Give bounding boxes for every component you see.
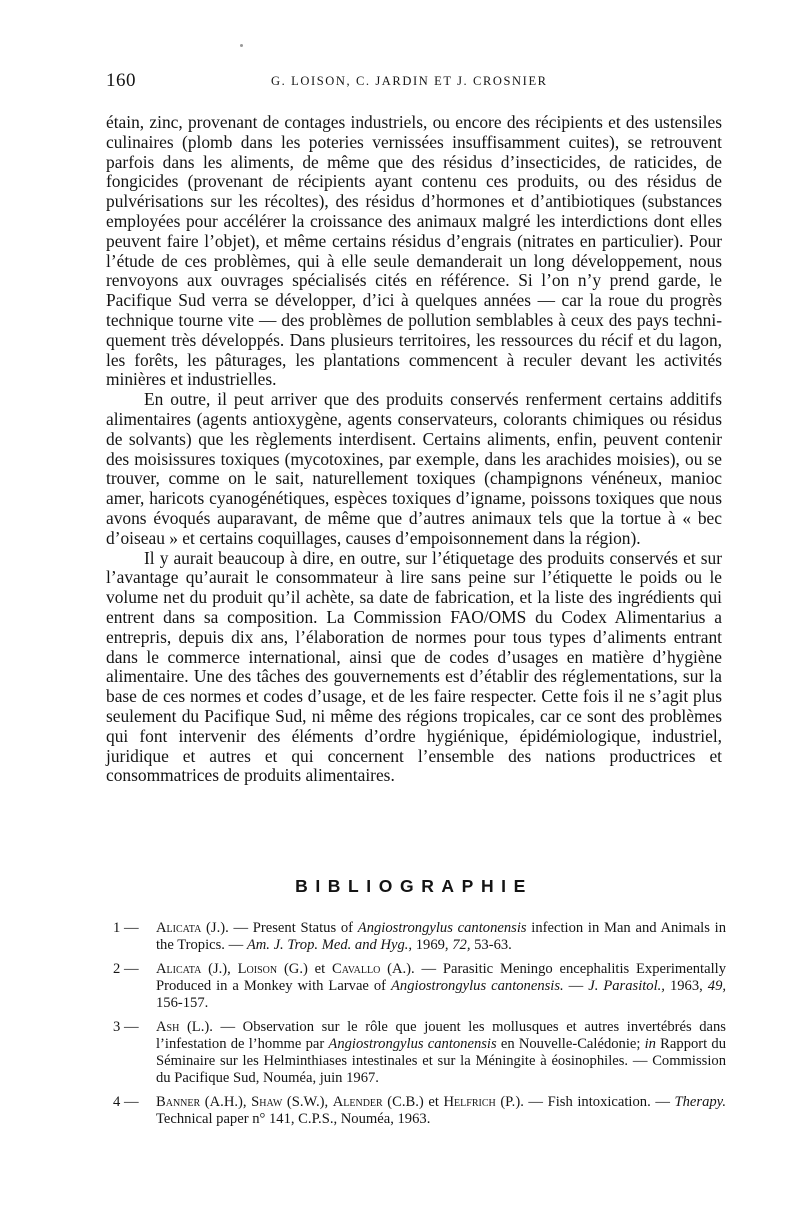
- reference-text: (A.H.),: [200, 1094, 252, 1110]
- reference-item: [106, 1019, 726, 1087]
- author: Alender: [332, 1094, 383, 1110]
- author: Cavallo: [332, 961, 381, 977]
- reference-text: (S.W.),: [282, 1094, 333, 1110]
- paragraph: Il y aurait beaucoup à dire, en outre, sur l’étiquetage des produits conservés et sur l’avantage qu’aurait le consommateur à lire sans peine sur l’étiquette le poids ou le volume net du produit qu’il achète, sa date de fabrication, et la liste des ingrédients qui entrent dans sa composition. La Commission FAO/OMS du Codex Alimentarius a entrepris, depuis dix ans, l’élaboration de normes pour tous types d’aliments entrant dans le commerce international, ainsi que de codes d’usages en matière d’hygiène alimentaire. Une des tâches des gouvernements est d’établir des réglementations, sur la base de ces normes et codes d’usage, et de les faire respecter. Cette fois il ne s’agit plus seulement du Pacifique Sud, ni même des régions tropicales, car ce sont des problèmes qui font intervenir des éléments d’ordre hygiénique, épidémiologique, industriel, juridique et autres et qui concernent l’ensemble des nations productrices et consommatrices de produits alimentaires.: [106, 547, 722, 786]
- reference-text: Technical paper n° 141, C.P.S., Nouméa, 1963.: [156, 1111, 431, 1127]
- bibliography-heading: BIBLIOGRAPHIE: [295, 876, 533, 896]
- author: Alicata: [156, 961, 202, 977]
- reference-text: —: [563, 978, 589, 994]
- author: Loison: [237, 961, 278, 977]
- reference-text: (A.). — Parasitic Meningo encephalitis Experimentally Produced in a Monkey with Larvae of: [156, 961, 726, 994]
- reference-number: 4 —: [113, 1094, 139, 1110]
- reference-text: 1969,: [412, 937, 453, 953]
- author: Helfrich: [443, 1094, 496, 1110]
- italic-title: Angiostrongylus cantonensis: [328, 1036, 497, 1052]
- reference-text: (J.). — Present Status of: [201, 920, 358, 936]
- author: Banner: [156, 1094, 201, 1110]
- body-text: [106, 113, 722, 786]
- running-head: G. LOISON, C. JARDIN ET J. CROSNIER: [271, 74, 548, 88]
- reference-number: 1 —: [113, 920, 139, 936]
- author: Shaw: [251, 1094, 283, 1110]
- reference-item: [106, 1094, 726, 1128]
- reference-text: 156-157.: [156, 995, 209, 1011]
- reference-text: 53-63.: [470, 937, 512, 953]
- page-header: [106, 70, 722, 100]
- reference-number: 2 —: [113, 961, 139, 977]
- author: Ash: [156, 1019, 180, 1035]
- italic-word: in: [644, 1036, 656, 1052]
- bibliography-list: [106, 920, 726, 1135]
- journal: J. Parasitol.,: [588, 978, 665, 994]
- reference-text: en Nouvelle-Calédonie;: [496, 1036, 645, 1052]
- reference-number: 3 —: [113, 1019, 139, 1035]
- reference-text: (J.),: [201, 961, 238, 977]
- author: Alicata: [156, 920, 202, 936]
- italic-title: Angiostrongylus cantonensis: [357, 920, 527, 936]
- reference-text: (P.). — Fish intoxication. —: [495, 1094, 675, 1110]
- reference-text: Rapport du Séminaire sur les Helminthiases intestinales et sur la Méningite à éosinophiles. — Commission du Pacifique Sud, Nouméa, juin 1967.: [156, 1036, 726, 1086]
- italic-title: Angiostrongylus cantonensis.: [391, 978, 564, 994]
- reference-text: (G.) et: [277, 961, 333, 977]
- reference-text: 1963,: [664, 978, 708, 994]
- paragraph: En outre, il peut arriver que des produits conservés renferment certains additifs alimentaires (agents antioxygène, agents conservateurs, colorants chimiques ou résidus de solvants) que les règlements interdisent. Certains aliments, enfin, peuvent contenir des moisissures toxiques (mycotoxines, par exemple, dans les arachides moisies), ou se trouver, comme on le sait, naturellement toxiques (champignons vénéneux, manioc amer, haricots cyanogénétiques, espèces toxiques d’igname, poissons toxiques que nous avons évoqués auparavant, de même que d’autres animaux tels que la tortue à « bec d’oiseau » et certains coquillages, causes d’empoisonnement dans la région).: [106, 389, 722, 548]
- specks: [240, 44, 243, 47]
- paragraph: étain, zinc, provenant de contages industriels, ou encore des récipients et des ustensiles culinaires (plomb dans les poteries vernissées insuffisamment cuites), se retrouvent parfois dans les aliments, de même que des résidus d’insecticides, de raticides, de fongicides (provenant de récipients ayant contenu ces produits, ou des résidus de pulvérisations sur les récoltes), des résidus d’hormones et d’antibiotiques (substances employées pour accélérer la croissance des animaux malgré les interdictions dont elles peuvent faire l’objet), et même certains résidus d’engrais (nitrates en particulier). Pour l’étude de ces problèmes, qui à elle seule demanderait un long développement, nous renvoyons aux ouvrages spécialisés cités en référence. Si l’on n’y prend garde, le Pacifique Sud verra se développer, d’ici à quelques années — car la roue du progrès technique tourne vite — des problèmes de pollution semblables à ceux des pays techniquement très développés. Dans plusieurs territoires, les ressources du récif et du lagon, les forêts, les pâturages, les plantations commencent à reculer devant les activités minières et industrielles.: [106, 112, 722, 390]
- reference-text: (L.). — Observation sur le rôle que jouent les mollusques et autres invertébrés dans l’infestation de l’homme par: [156, 1019, 726, 1052]
- italic-title: Therapy.: [674, 1094, 726, 1110]
- reference-text: infection in Man and Animals in the Tropics. —: [156, 920, 726, 953]
- reference-item: [106, 920, 726, 954]
- reference-text: (C.B.) et: [382, 1094, 444, 1110]
- volume: 72,: [452, 937, 471, 953]
- volume: 49,: [707, 978, 727, 994]
- journal: Am. J. Trop. Med. and Hyg.,: [246, 937, 413, 953]
- reference-item: [106, 961, 726, 1012]
- page-number: 160: [106, 70, 136, 91]
